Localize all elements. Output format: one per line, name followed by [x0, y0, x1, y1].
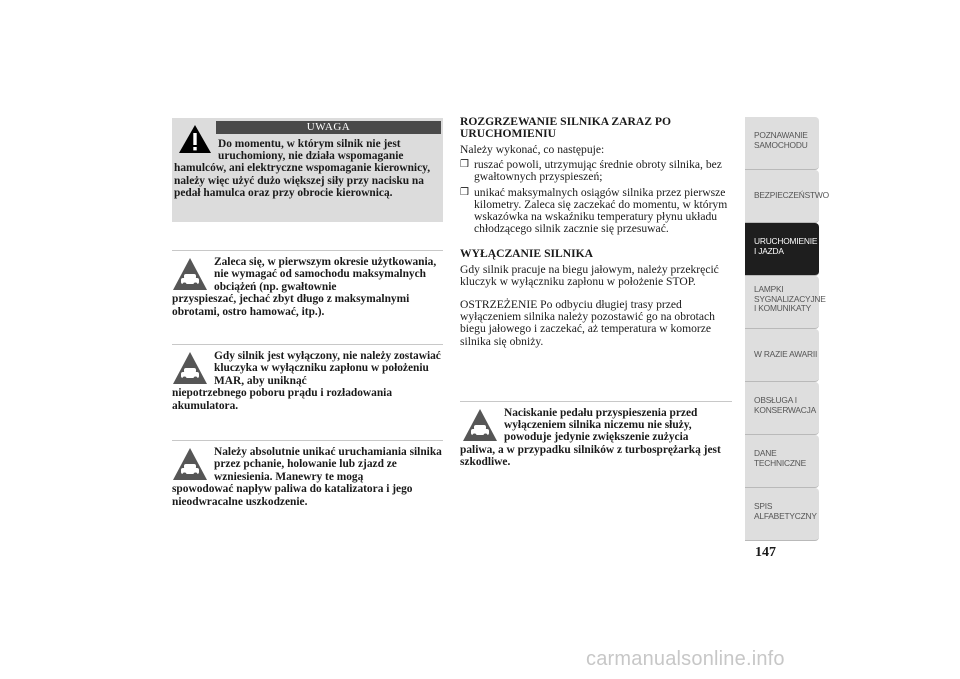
heading-shutdown: WYŁĄCZANIE SILNIKA — [460, 247, 594, 261]
tab-uruchomienie[interactable]: URUCHOMIENIE I JAZDA — [745, 223, 819, 276]
note-text-first: Gdy silnik jest wyłączony, nie należy zostawiać kluczyka w wyłączniku zapłonu w położeniu MAR, aby uniknąć — [214, 350, 441, 387]
page-number: 147 — [755, 545, 776, 560]
intro-text: Należy wykonać, co następuje: — [460, 142, 605, 156]
car-warning-icon — [172, 351, 208, 385]
checkbox-icon: ❒ — [460, 159, 469, 171]
tab-dane[interactable]: DANE TECHNICZNE — [745, 435, 819, 488]
note-text-first: Naciskanie pedału przyspieszenia przed wyłączeniem silnika niczemu nie służy, powoduje jedynie zwiększenie zużycia — [504, 407, 698, 444]
bullet-text: ruszać powoli, utrzymując średnie obroty silnika, bez gwałtownych przyspieszeń; — [474, 158, 722, 184]
warning-text — [174, 138, 440, 199]
shutdown-text: Gdy silnik pracuje na biegu jałowym, należy przekręcić kluczyk w wyłączniku zapłonu w położenie STOP. — [460, 262, 719, 289]
note-text-rest: przyspieszać, jechać zbyt długo z maksymalnymi obrotami, ostro hamować, itp.). — [172, 293, 410, 318]
checkbox-icon: ❒ — [460, 186, 469, 198]
divider — [172, 440, 443, 441]
tab-spis[interactable]: SPIS ALFABETYCZNY — [745, 488, 819, 541]
tab-obsluga[interactable]: OBSŁUGA I KONSERWACJA — [745, 382, 819, 435]
warning-header: UWAGA — [216, 121, 441, 134]
note-text-first: Zaleca się, w pierwszym okresie użytkowania, nie wymagać od samochodu maksymalnych obciążeń (np. gwałtownie — [214, 256, 437, 293]
divider — [172, 250, 443, 251]
note-push-start — [172, 440, 443, 508]
note-accelerator — [460, 401, 732, 468]
caution-text: OSTRZEŻENIE Po odbyciu długiej trasy przed wyłączeniem silnika należy pozostawić go na obrotach biegu jałowego i zaczekać, aż temperatura w komorze silnika się obniży. — [460, 297, 715, 348]
bullet-item — [460, 187, 732, 236]
car-warning-icon — [172, 447, 208, 481]
watermark: carmanualsonline.info — [586, 648, 785, 670]
heading-warmup: ROZGRZEWANIE SILNIKA ZARAZ PO URUCHOMIENIU — [460, 115, 671, 141]
note-break-in — [172, 250, 443, 318]
section-tabs — [745, 117, 829, 541]
note-text — [172, 350, 443, 412]
note-text — [460, 407, 732, 468]
tab-poznawanie[interactable]: POZNAWANIE SAMOCHODU — [745, 117, 819, 170]
note-text-first: Należy absolutnie unikać uruchamiania silnika przez pchanie, holowanie lub zjazd ze wzniesienia. Manewry te mogą — [214, 446, 442, 483]
divider — [172, 344, 443, 345]
car-warning-icon — [462, 408, 498, 442]
note-text — [172, 256, 443, 318]
note-text-rest: niepotrzebnego poboru prądu i rozładowania akumulatora. — [172, 387, 393, 412]
note-key-position — [172, 344, 443, 412]
warning-text-first: Do momentu, w którym silnik nie jest uruchomiony, nie działa wspomaganie — [218, 138, 404, 163]
bullet-item — [460, 159, 732, 183]
tab-awarii[interactable]: W RAZIE AWARII — [745, 329, 819, 382]
car-warning-icon — [172, 257, 208, 291]
note-text — [172, 446, 443, 508]
note-text-rest: paliwa, a w przypadku silników z turbosprężarką jest szkodliwe. — [460, 443, 721, 468]
right-column — [460, 116, 732, 348]
tab-lampki[interactable]: LAMPKI SYGNALIZACYJNE I KOMUNIKATY — [745, 276, 819, 329]
warning-text-rest: hamulców, ani elektryczne wspomaganie kierownicy, należy więc użyć dużo większej siły przy nacisku na pedał hamulca oraz przy obrocie kierownicą. — [174, 162, 431, 199]
tab-bezpieczenstwo[interactable]: BEZPIECZEŃSTWO — [745, 170, 819, 223]
divider — [460, 401, 732, 402]
bullet-text: unikać maksymalnych osiągów silnika przez pierwsze kilometry. Zaleca się zaczekać do momentu, w którym wskazówka na wskaźniku temperatury płynu układu chłodzącego silnik zacznie się przesuwać. — [474, 185, 728, 236]
note-text-rest: spowodować napływ paliwa do katalizatora i jego nieodwracalne uszkodzenie. — [172, 483, 413, 508]
